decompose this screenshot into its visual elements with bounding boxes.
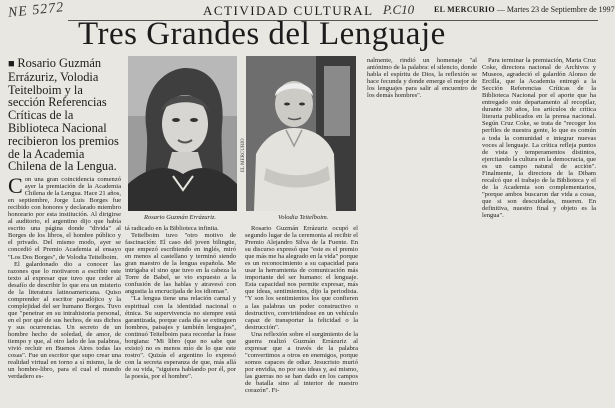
article-column-4: [367, 57, 477, 99]
caption-left: Rosario Guzmán Errázuriz.: [144, 214, 217, 221]
paragraph: El galardonado dio a conocer las razones que lo motivaron a escribir este texto al expresar que tuvo que ceder al desafío de describir lo que era un misterio de la literatura latinoamericana. Quiso comprender al escritor paradójico y la complejidad del ser humano Borges. Tuvo que "penetrar en su intrahistoria personal, en el por qué de sus hechos, de sus dichos y sus ocurrencias. Un secreto de un hombre hecho de soledad, de amor, de tiempo y que, al otro lado de las palabras, vivió recluir en Buenos Aires todas las cosas". Fue un escritor que supo crear una realidad virtual en torno a sí mismo, la de un hombre-libro, para el cual el mundo verdadero es-: [8, 260, 121, 381]
photo-rosario-guzman: [128, 56, 237, 211]
paragraph: on una gran coincidencia comenzó ayer la premiación de la Academia Chilena de la Lengua. Hace 21 años, en septiembre, Jorge Luis Borges fue recibido con honores y declarado miembro honorario por esta institución. Al dirigirse al auditorio, el argentino dijo que había escrito una página donde "divida" al Borges de los libros, el hombre público y el privado. Del mismo modo, ayer se concedió el Premio Academia al ensayo "Los Dos Borges", de Volodia Teitelboim.: [8, 176, 121, 261]
lead-text: Rosario Guzmán Errázuriz, Volodia Teitelboim y la sección Referencias Críticas de la Biblioteca Nacional recibieron los premios de la Academia Chilena de la Lengua.: [8, 56, 119, 174]
caption-right: Volodia Teitelboim.: [278, 214, 329, 221]
paragraph: Para terminar la premiación, Marta Cruz Coke, directora nacional de Archivos y Museos, agradeció el galardón Alonso de Ercilla, que la Academia entregó a la Sección Referencias Críticas de la Biblioteca Nacional por el aporte que ha entregado este departamento al recopilar, durante 30 años, los artículos de crítica literaria publicados en la prensa nacional. Según Cruz Coke, se trata de "recoger los perfiles de nuestra gente, lo que es común a toda la comunidad e integrar nuevas voces al lenguaje. La crítica refleja puntos de vista y temperamentos distintos, ejercitando la cultura en la democracia, que es un campo natural de acción". Finalmente, la directora de la Dibam recalcó que el trabajo de la Biblioteca y el de la Academia son complementarios, "porque ambos buscaron dar vida a cosas, que si son descuidadas, mueren. En definitiva, nuestro final y objeto es la lengua".: [482, 57, 596, 220]
article-column-2: [125, 225, 236, 380]
section-heading: ACTIVIDAD CULTURAL: [203, 3, 374, 18]
drop-cap: C: [8, 173, 23, 198]
photo-credit: EL MERCURIO: [241, 138, 246, 172]
article-lead: [8, 57, 120, 173]
paragraph: Rosario Guzmán Errázuriz ocupó el segundo lugar de la ceremonia al recibir el Premio Alejandro Silva de la Fuente. En su discurso expresó que "este es el premio que más me ha alegrado en la vida" porque es un reconocimiento a su capacidad para usar la herramienta de comunicación más importante del ser humano: el lenguaje. Esta capacidad nos permite expresar, más que ideas, sentimientos, dijo la periodista. "Y son los sentimientos los que confieren a las palabras un poder constructivo o destructivo, convirtiéndose en un vehículo capaz de transportar la felicidad o la destrucción".: [245, 225, 358, 331]
paragraph: Una reflexión sobre el surgimiento de la guerra realizó Guzmán Errázuriz al expresar que a través de la palabra "convertimos a otros en enemigos, porque somos capaces de odiar. Jesucristo murió por envidia, no por sus ideas y, así mismo, las guerras no se han dado en los campos de batalla sino al interior de nuestro corazón". Fi-: [245, 330, 358, 395]
newspaper-name: EL MERCURIO: [434, 5, 495, 14]
article-column-1: [8, 173, 121, 381]
article-title: Tres Grandes del Lenguaje: [78, 16, 446, 52]
article-column-3: [245, 225, 358, 394]
article-column-5: [482, 57, 596, 219]
paragraph: nalmente, rindió un homenaje "al antónimo de la palabra: el silencio, donde habla el espíritu de Dios, la reflexión se hace fecunda y donde emerge el mejor de los lenguajes para salir al encuentro de los demás hombres".: [367, 57, 477, 100]
bullet-icon: ■: [8, 58, 18, 70]
paragraph: Teitelboim tuvo "otro motivo de fascinación: El caso del joven bilingüe, que empezó escribiendo en inglés, miró en menos al castellano y terminó siendo gran maestro de la lengua española. Me intrigaba el sino que tuvo en la cabeza la Torre de Babel, se vio expuesto a la confusión de las hablas y atravesó con angustia la encrucijada de los idiomas".: [125, 232, 236, 296]
publication-date: — Martes 23 de Septiembre de 1997: [496, 5, 615, 14]
paragraph: tá radicado en la Biblioteca infinita.: [125, 225, 219, 232]
photo-volodia-teitelboim: [246, 56, 356, 211]
handwritten-reference-left: NE 5272: [7, 0, 65, 21]
newspaper-dateline: [434, 5, 615, 14]
paragraph: "La lengua tiene una relación carnal y espiritual con la identidad nacional o étnica. Su supervivencia no siempre está garantizada, porque cada día se extinguen hombres, paisajes y también lenguajes", continuó Teitelboim para recordar la frase borgiana: "Mi libro (que no sabe que existo) no es menos mío de lo que este rostro". Quizás el argentino lo expresó con la secreta esperanza de que, más allá de su vida, "siguiera hablando por él, por la poesía, por el hombre".: [125, 295, 236, 380]
handwritten-reference-right: P.C10: [383, 2, 415, 17]
